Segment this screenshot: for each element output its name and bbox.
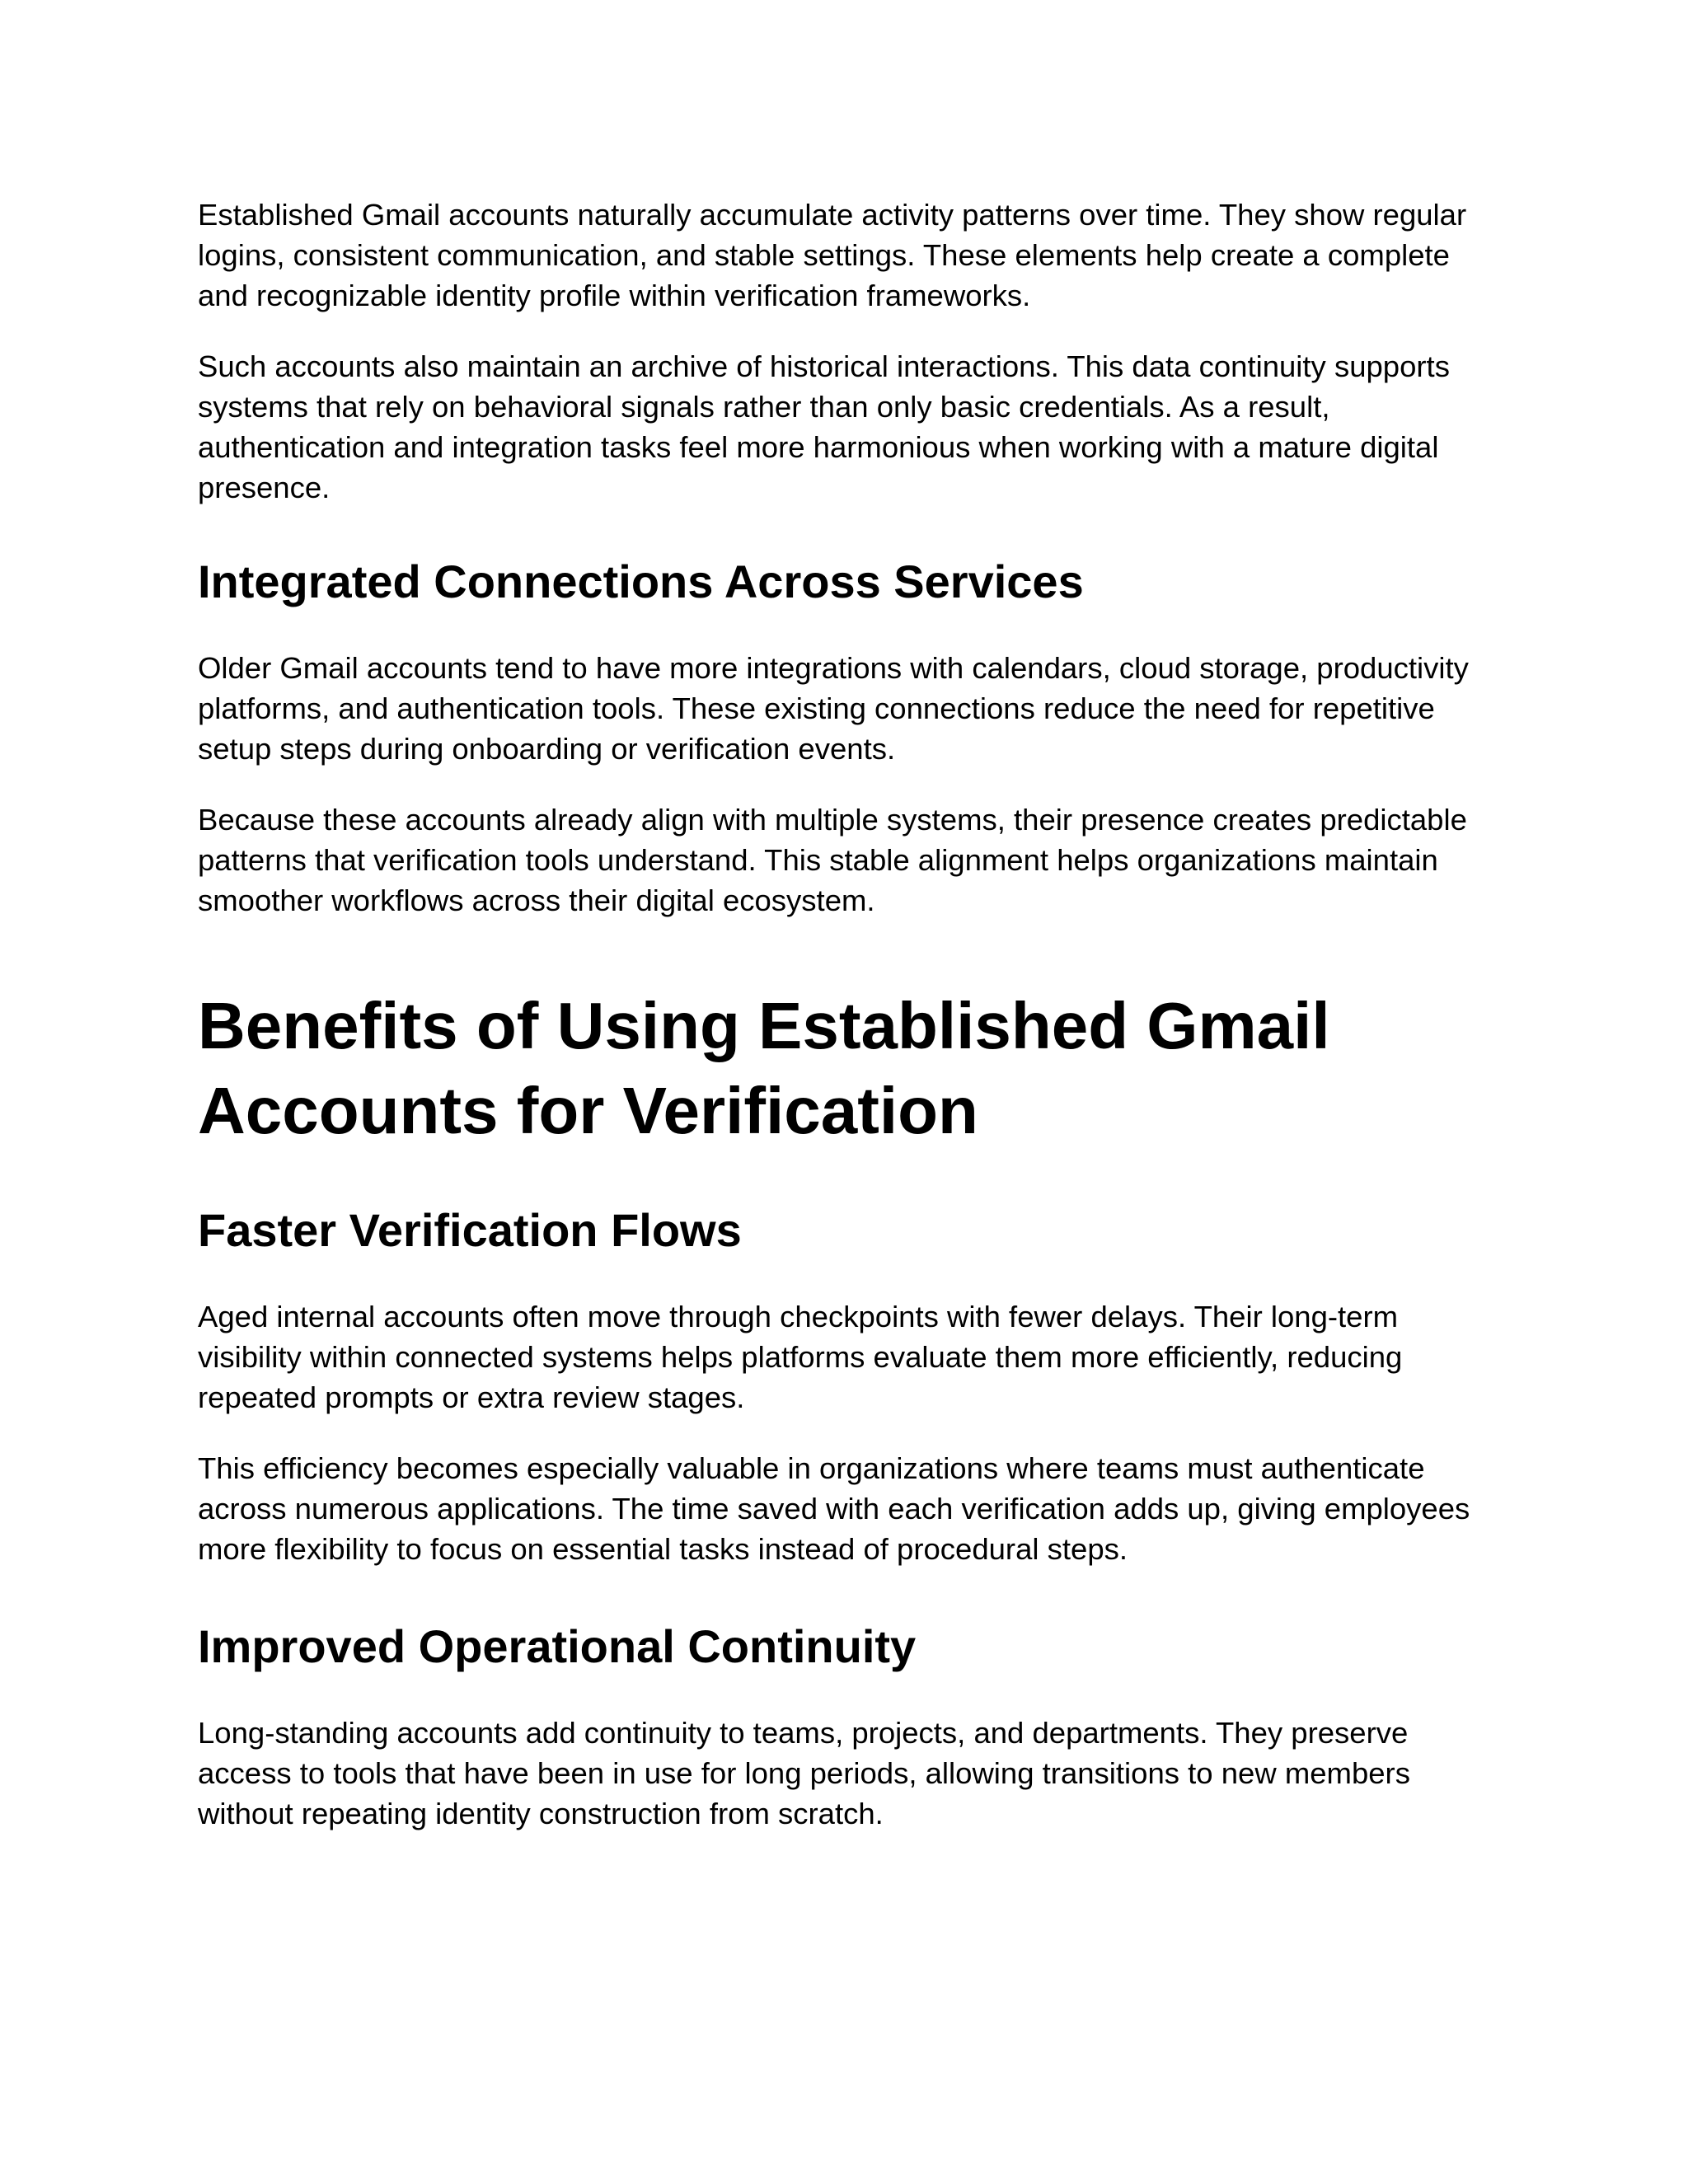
- paragraph-checkpoints: Aged internal accounts often move through checkpoints with fewer delays. Their long-term visibility within connected systems helps platforms evaluate them more efficiently, reducing repeated prompts or extra review stages.: [198, 1300, 1403, 1414]
- heading-benefits: Benefits of Using Established Gmail Accounts for Verification: [198, 989, 1330, 1147]
- paragraph-activity-patterns: Established Gmail accounts naturally accumulate activity patterns over time. They show regular logins, consistent communication, and stable settings. These elements help create a complete and recognizable identity profile within verification frameworks.: [198, 198, 1467, 312]
- heading-integrated-connections: Integrated Connections Across Services: [198, 555, 1084, 607]
- heading-faster-verification: Faster Verification Flows: [198, 1204, 742, 1256]
- paragraph-continuity: Long-standing accounts add continuity to teams, projects, and departments. They preserve access to tools that have been in use for long periods, allowing transitions to new members without repeating identity construction from scratch.: [198, 1716, 1410, 1830]
- heading-operational-continuity: Improved Operational Continuity: [198, 1620, 917, 1672]
- paragraph-predictable-patterns: Because these accounts already align with multiple systems, their presence creates predictable patterns that verification tools understand. This stable alignment helps organizations maintain smoother workflows across their digital ecosystem.: [198, 803, 1467, 917]
- paragraph-historical-interactions: Such accounts also maintain an archive of historical interactions. This data continuity supports systems that rely on behavioral signals rather than only basic credentials. As a result, authentication and integration tasks feel more harmonious when working with a mature digital presence.: [198, 349, 1450, 504]
- paragraph-integrations: Older Gmail accounts tend to have more integrations with calendars, cloud storage, productivity platforms, and authentication tools. These existing connections reduce the need for repetitive setup steps during onboarding or verification events.: [198, 651, 1469, 766]
- paragraph-efficiency: This efficiency becomes especially valuable in organizations where teams must authenticate across numerous applications. The time saved with each verification adds up, giving employees more flexibility to focus on essential tasks instead of procedural steps.: [198, 1451, 1470, 1566]
